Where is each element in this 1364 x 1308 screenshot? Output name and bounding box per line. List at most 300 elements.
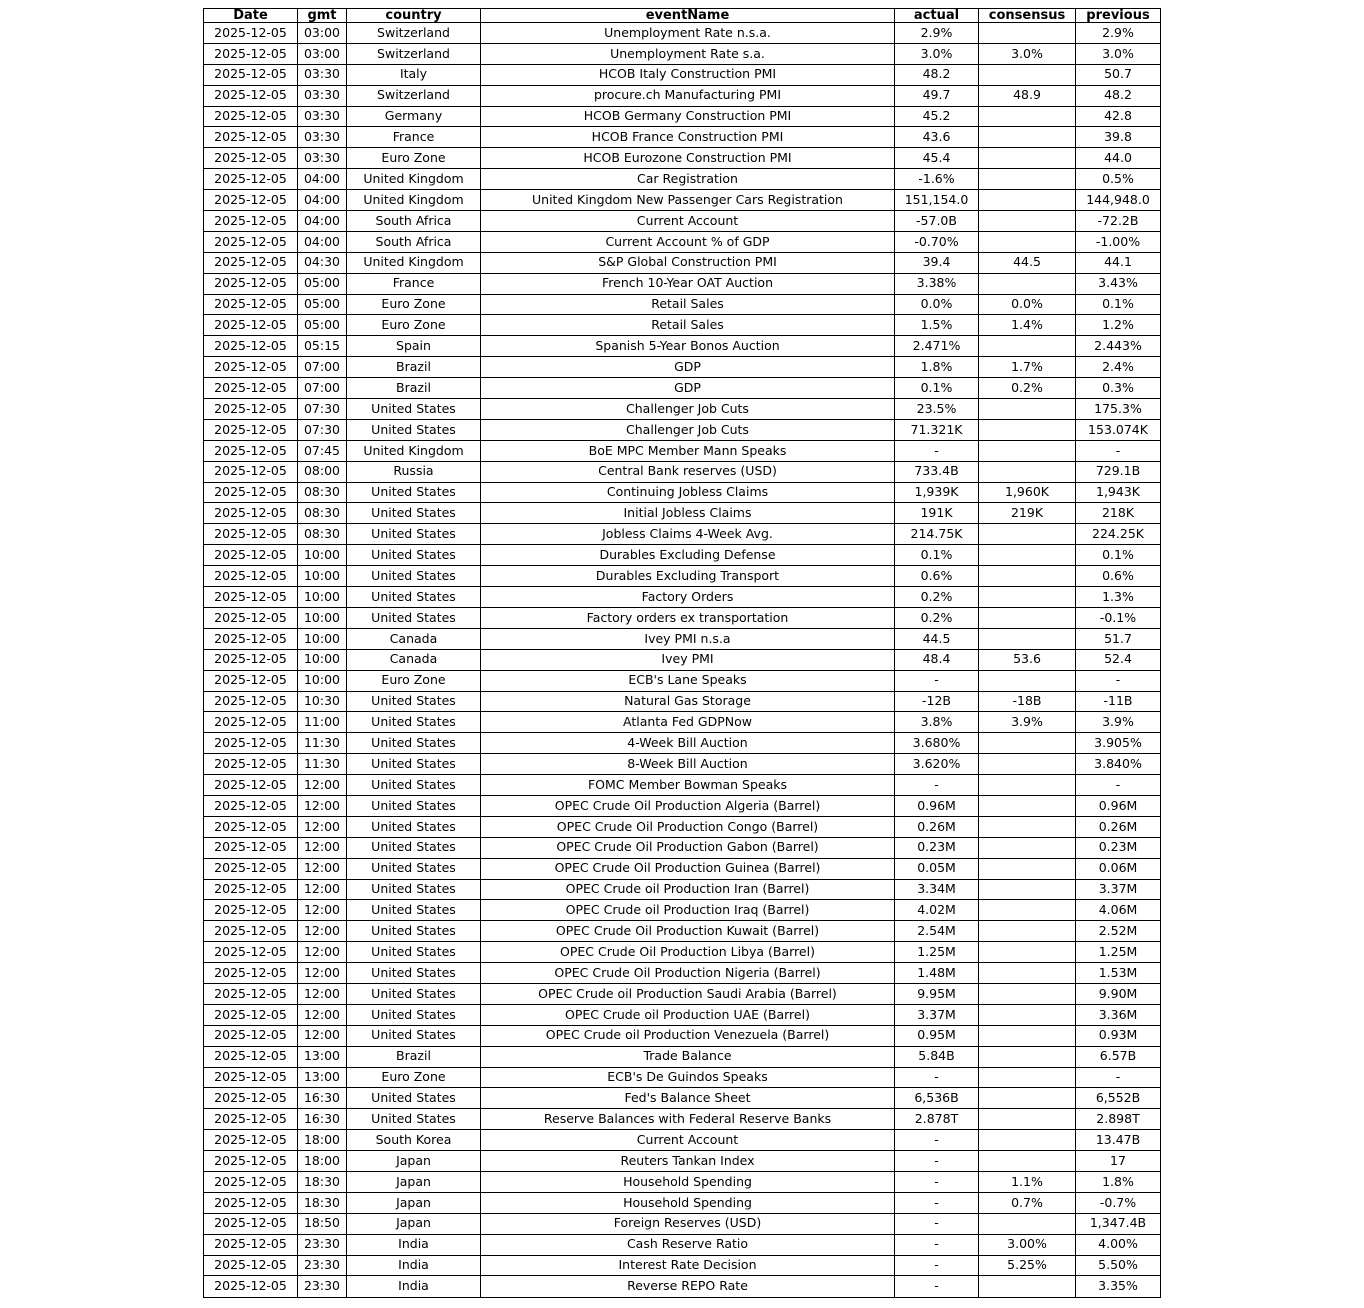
- economic-calendar-table: [203, 8, 1161, 1298]
- cell-country: United States: [347, 545, 481, 566]
- table-row: [204, 106, 1161, 127]
- header-date: Date: [204, 9, 298, 23]
- cell-consensus: [979, 1067, 1076, 1088]
- cell-gmt: 18:30: [298, 1192, 347, 1213]
- cell-date: 2025-12-05: [204, 1025, 298, 1046]
- cell-consensus: [979, 524, 1076, 545]
- cell-event-name: GDP: [481, 357, 895, 378]
- cell-date: 2025-12-05: [204, 273, 298, 294]
- cell-event-name: Fed's Balance Sheet: [481, 1088, 895, 1109]
- cell-gmt: 23:30: [298, 1255, 347, 1276]
- cell-consensus: [979, 837, 1076, 858]
- cell-date: 2025-12-05: [204, 336, 298, 357]
- table-row: [204, 1234, 1161, 1255]
- cell-consensus: [979, 419, 1076, 440]
- cell-date: 2025-12-05: [204, 1004, 298, 1025]
- cell-gmt: 08:30: [298, 482, 347, 503]
- table-row: [204, 691, 1161, 712]
- cell-consensus: [979, 127, 1076, 148]
- cell-event-name: OPEC Crude Oil Production Nigeria (Barrel): [481, 963, 895, 984]
- cell-date: 2025-12-05: [204, 816, 298, 837]
- header-previous: previous: [1076, 9, 1161, 23]
- cell-date: 2025-12-05: [204, 1151, 298, 1172]
- cell-previous: 1,943K: [1076, 482, 1161, 503]
- cell-gmt: 10:00: [298, 566, 347, 587]
- cell-gmt: 23:30: [298, 1276, 347, 1298]
- cell-country: United States: [347, 795, 481, 816]
- cell-gmt: 13:00: [298, 1046, 347, 1067]
- cell-event-name: 4-Week Bill Auction: [481, 733, 895, 754]
- cell-event-name: Durables Excluding Defense: [481, 545, 895, 566]
- cell-event-name: S&P Global Construction PMI: [481, 252, 895, 273]
- table-row: [204, 169, 1161, 190]
- cell-consensus: [979, 336, 1076, 357]
- cell-consensus: 0.2%: [979, 378, 1076, 399]
- cell-consensus: 3.9%: [979, 712, 1076, 733]
- cell-previous: 0.93M: [1076, 1025, 1161, 1046]
- cell-event-name: OPEC Crude oil Production UAE (Barrel): [481, 1004, 895, 1025]
- cell-actual: 3.37M: [895, 1004, 979, 1025]
- cell-previous: 1.25M: [1076, 942, 1161, 963]
- cell-date: 2025-12-05: [204, 1046, 298, 1067]
- cell-country: United States: [347, 921, 481, 942]
- cell-date: 2025-12-05: [204, 148, 298, 169]
- cell-country: United States: [347, 1109, 481, 1130]
- cell-actual: -57.0B: [895, 211, 979, 232]
- cell-previous: 1.8%: [1076, 1171, 1161, 1192]
- table-row: [204, 127, 1161, 148]
- cell-date: 2025-12-05: [204, 837, 298, 858]
- cell-event-name: Current Account: [481, 1130, 895, 1151]
- cell-actual: -: [895, 1234, 979, 1255]
- cell-country: United Kingdom: [347, 252, 481, 273]
- cell-previous: -0.7%: [1076, 1192, 1161, 1213]
- cell-previous: 0.1%: [1076, 294, 1161, 315]
- cell-consensus: [979, 670, 1076, 691]
- table-row: [204, 837, 1161, 858]
- cell-country: India: [347, 1276, 481, 1298]
- cell-previous: 1.3%: [1076, 587, 1161, 608]
- cell-consensus: [979, 921, 1076, 942]
- table-row: [204, 85, 1161, 106]
- cell-consensus: [979, 587, 1076, 608]
- cell-date: 2025-12-05: [204, 628, 298, 649]
- cell-event-name: Jobless Claims 4-Week Avg.: [481, 524, 895, 545]
- cell-date: 2025-12-05: [204, 231, 298, 252]
- table-row: [204, 858, 1161, 879]
- cell-date: 2025-12-05: [204, 127, 298, 148]
- cell-country: United States: [347, 691, 481, 712]
- cell-date: 2025-12-05: [204, 900, 298, 921]
- table-row: [204, 649, 1161, 670]
- cell-previous: 51.7: [1076, 628, 1161, 649]
- cell-previous: 42.8: [1076, 106, 1161, 127]
- cell-event-name: OPEC Crude oil Production Venezuela (Barrel): [481, 1025, 895, 1046]
- table-row: [204, 503, 1161, 524]
- cell-country: South Africa: [347, 231, 481, 252]
- cell-country: India: [347, 1255, 481, 1276]
- cell-actual: 214.75K: [895, 524, 979, 545]
- cell-country: Brazil: [347, 378, 481, 399]
- cell-event-name: OPEC Crude oil Production Saudi Arabia (Barrel): [481, 983, 895, 1004]
- cell-gmt: 12:00: [298, 879, 347, 900]
- cell-date: 2025-12-05: [204, 775, 298, 796]
- cell-actual: 48.2: [895, 64, 979, 85]
- cell-country: United States: [347, 566, 481, 587]
- cell-date: 2025-12-05: [204, 670, 298, 691]
- cell-actual: 49.7: [895, 85, 979, 106]
- cell-actual: 1,939K: [895, 482, 979, 503]
- cell-date: 2025-12-05: [204, 252, 298, 273]
- cell-consensus: -18B: [979, 691, 1076, 712]
- cell-gmt: 11:30: [298, 754, 347, 775]
- cell-actual: 43.6: [895, 127, 979, 148]
- cell-consensus: 44.5: [979, 252, 1076, 273]
- cell-date: 2025-12-05: [204, 1088, 298, 1109]
- cell-gmt: 12:00: [298, 858, 347, 879]
- cell-previous: 175.3%: [1076, 399, 1161, 420]
- cell-actual: 0.96M: [895, 795, 979, 816]
- cell-consensus: [979, 1151, 1076, 1172]
- cell-gmt: 03:30: [298, 106, 347, 127]
- cell-actual: 1.5%: [895, 315, 979, 336]
- cell-actual: -: [895, 775, 979, 796]
- table-body: [204, 23, 1161, 1298]
- cell-consensus: 5.25%: [979, 1255, 1076, 1276]
- cell-previous: -: [1076, 1067, 1161, 1088]
- cell-consensus: [979, 816, 1076, 837]
- cell-consensus: 1.7%: [979, 357, 1076, 378]
- table-row: [204, 399, 1161, 420]
- cell-date: 2025-12-05: [204, 795, 298, 816]
- cell-gmt: 13:00: [298, 1067, 347, 1088]
- cell-date: 2025-12-05: [204, 1171, 298, 1192]
- cell-event-name: Ivey PMI n.s.a: [481, 628, 895, 649]
- cell-consensus: 3.0%: [979, 43, 1076, 64]
- cell-event-name: OPEC Crude Oil Production Guinea (Barrel): [481, 858, 895, 879]
- cell-actual: 0.23M: [895, 837, 979, 858]
- table-row: [204, 64, 1161, 85]
- cell-previous: 3.0%: [1076, 43, 1161, 64]
- cell-date: 2025-12-05: [204, 649, 298, 670]
- cell-country: United States: [347, 419, 481, 440]
- table-row: [204, 816, 1161, 837]
- cell-consensus: 1,960K: [979, 482, 1076, 503]
- cell-date: 2025-12-05: [204, 461, 298, 482]
- cell-actual: 2.9%: [895, 23, 979, 44]
- cell-country: United States: [347, 399, 481, 420]
- cell-actual: 1.25M: [895, 942, 979, 963]
- cell-gmt: 07:00: [298, 378, 347, 399]
- cell-country: Russia: [347, 461, 481, 482]
- cell-gmt: 16:30: [298, 1109, 347, 1130]
- cell-actual: 3.8%: [895, 712, 979, 733]
- cell-country: United Kingdom: [347, 440, 481, 461]
- cell-event-name: HCOB Eurozone Construction PMI: [481, 148, 895, 169]
- cell-previous: 3.36M: [1076, 1004, 1161, 1025]
- table-row: [204, 1213, 1161, 1234]
- cell-event-name: Unemployment Rate n.s.a.: [481, 23, 895, 44]
- table-row: [204, 1004, 1161, 1025]
- cell-actual: -0.70%: [895, 231, 979, 252]
- cell-country: Brazil: [347, 1046, 481, 1067]
- cell-gmt: 12:00: [298, 837, 347, 858]
- cell-actual: 0.0%: [895, 294, 979, 315]
- cell-date: 2025-12-05: [204, 879, 298, 900]
- cell-gmt: 04:30: [298, 252, 347, 273]
- header-consensus: consensus: [979, 9, 1076, 23]
- cell-event-name: procure.ch Manufacturing PMI: [481, 85, 895, 106]
- cell-consensus: [979, 1025, 1076, 1046]
- cell-actual: -: [895, 1276, 979, 1298]
- cell-previous: 6.57B: [1076, 1046, 1161, 1067]
- cell-actual: 0.26M: [895, 816, 979, 837]
- cell-event-name: Factory Orders: [481, 587, 895, 608]
- cell-actual: -: [895, 1151, 979, 1172]
- cell-date: 2025-12-05: [204, 607, 298, 628]
- cell-event-name: Unemployment Rate s.a.: [481, 43, 895, 64]
- cell-gmt: 10:00: [298, 628, 347, 649]
- cell-gmt: 12:00: [298, 942, 347, 963]
- cell-date: 2025-12-05: [204, 1276, 298, 1298]
- cell-previous: -: [1076, 440, 1161, 461]
- cell-gmt: 12:00: [298, 1025, 347, 1046]
- cell-country: United States: [347, 524, 481, 545]
- cell-actual: 44.5: [895, 628, 979, 649]
- cell-gmt: 12:00: [298, 900, 347, 921]
- cell-consensus: [979, 231, 1076, 252]
- cell-previous: 0.1%: [1076, 545, 1161, 566]
- cell-date: 2025-12-05: [204, 503, 298, 524]
- cell-country: United States: [347, 983, 481, 1004]
- table-row: [204, 1046, 1161, 1067]
- cell-country: Euro Zone: [347, 670, 481, 691]
- cell-event-name: Retail Sales: [481, 315, 895, 336]
- cell-consensus: [979, 1276, 1076, 1298]
- cell-event-name: Current Account: [481, 211, 895, 232]
- cell-consensus: [979, 461, 1076, 482]
- cell-event-name: Reuters Tankan Index: [481, 1151, 895, 1172]
- cell-country: United States: [347, 837, 481, 858]
- cell-date: 2025-12-05: [204, 1192, 298, 1213]
- cell-date: 2025-12-05: [204, 921, 298, 942]
- cell-actual: 3.34M: [895, 879, 979, 900]
- cell-country: Japan: [347, 1192, 481, 1213]
- cell-consensus: [979, 1004, 1076, 1025]
- table-row: [204, 670, 1161, 691]
- cell-previous: 1.53M: [1076, 963, 1161, 984]
- cell-actual: 45.2: [895, 106, 979, 127]
- cell-date: 2025-12-05: [204, 858, 298, 879]
- cell-country: Switzerland: [347, 43, 481, 64]
- cell-event-name: OPEC Crude oil Production Iraq (Barrel): [481, 900, 895, 921]
- cell-actual: 3.38%: [895, 273, 979, 294]
- cell-country: United States: [347, 1025, 481, 1046]
- table-row: [204, 566, 1161, 587]
- cell-consensus: [979, 900, 1076, 921]
- cell-previous: -72.2B: [1076, 211, 1161, 232]
- header-actual: actual: [895, 9, 979, 23]
- cell-date: 2025-12-05: [204, 942, 298, 963]
- cell-actual: 0.05M: [895, 858, 979, 879]
- cell-consensus: 1.4%: [979, 315, 1076, 336]
- cell-country: Euro Zone: [347, 315, 481, 336]
- cell-consensus: 3.00%: [979, 1234, 1076, 1255]
- cell-country: Canada: [347, 649, 481, 670]
- table-row: [204, 545, 1161, 566]
- cell-event-name: HCOB France Construction PMI: [481, 127, 895, 148]
- cell-previous: 729.1B: [1076, 461, 1161, 482]
- cell-actual: -: [895, 1192, 979, 1213]
- cell-event-name: Challenger Job Cuts: [481, 419, 895, 440]
- cell-date: 2025-12-05: [204, 1213, 298, 1234]
- cell-event-name: Foreign Reserves (USD): [481, 1213, 895, 1234]
- cell-actual: 3.680%: [895, 733, 979, 754]
- cell-country: United Kingdom: [347, 169, 481, 190]
- cell-event-name: Durables Excluding Transport: [481, 566, 895, 587]
- cell-gmt: 04:00: [298, 190, 347, 211]
- cell-gmt: 07:45: [298, 440, 347, 461]
- cell-event-name: OPEC Crude Oil Production Congo (Barrel): [481, 816, 895, 837]
- cell-country: United States: [347, 816, 481, 837]
- cell-country: France: [347, 127, 481, 148]
- cell-previous: 2.9%: [1076, 23, 1161, 44]
- cell-gmt: 12:00: [298, 963, 347, 984]
- cell-gmt: 07:30: [298, 419, 347, 440]
- cell-consensus: [979, 1109, 1076, 1130]
- cell-country: United States: [347, 1004, 481, 1025]
- cell-previous: 4.06M: [1076, 900, 1161, 921]
- cell-gmt: 12:00: [298, 795, 347, 816]
- cell-actual: -: [895, 1255, 979, 1276]
- cell-event-name: Continuing Jobless Claims: [481, 482, 895, 503]
- cell-date: 2025-12-05: [204, 524, 298, 545]
- table-row: [204, 1088, 1161, 1109]
- table-row: [204, 587, 1161, 608]
- table-row: [204, 440, 1161, 461]
- cell-gmt: 05:00: [298, 294, 347, 315]
- cell-consensus: [979, 190, 1076, 211]
- cell-country: Euro Zone: [347, 294, 481, 315]
- table-row: [204, 336, 1161, 357]
- cell-consensus: 53.6: [979, 649, 1076, 670]
- cell-previous: 3.840%: [1076, 754, 1161, 775]
- cell-gmt: 08:30: [298, 524, 347, 545]
- cell-consensus: [979, 273, 1076, 294]
- cell-date: 2025-12-05: [204, 482, 298, 503]
- cell-date: 2025-12-05: [204, 733, 298, 754]
- cell-consensus: [979, 775, 1076, 796]
- cell-consensus: [979, 106, 1076, 127]
- cell-event-name: OPEC Crude Oil Production Kuwait (Barrel): [481, 921, 895, 942]
- cell-event-name: Atlanta Fed GDPNow: [481, 712, 895, 733]
- cell-previous: 48.2: [1076, 85, 1161, 106]
- cell-previous: 144,948.0: [1076, 190, 1161, 211]
- cell-actual: 0.95M: [895, 1025, 979, 1046]
- cell-event-name: Reverse REPO Rate: [481, 1276, 895, 1298]
- cell-gmt: 10:00: [298, 545, 347, 566]
- cell-actual: 39.4: [895, 252, 979, 273]
- cell-gmt: 07:30: [298, 399, 347, 420]
- cell-country: Euro Zone: [347, 148, 481, 169]
- cell-consensus: [979, 566, 1076, 587]
- cell-actual: 0.6%: [895, 566, 979, 587]
- cell-country: United States: [347, 712, 481, 733]
- cell-actual: 0.2%: [895, 587, 979, 608]
- cell-actual: 0.1%: [895, 545, 979, 566]
- cell-consensus: [979, 963, 1076, 984]
- table-row: [204, 921, 1161, 942]
- cell-date: 2025-12-05: [204, 211, 298, 232]
- cell-gmt: 12:00: [298, 983, 347, 1004]
- table-row: [204, 461, 1161, 482]
- cell-date: 2025-12-05: [204, 294, 298, 315]
- cell-country: United States: [347, 1088, 481, 1109]
- cell-event-name: OPEC Crude Oil Production Libya (Barrel): [481, 942, 895, 963]
- cell-consensus: [979, 64, 1076, 85]
- cell-consensus: 219K: [979, 503, 1076, 524]
- cell-gmt: 03:00: [298, 23, 347, 44]
- cell-date: 2025-12-05: [204, 754, 298, 775]
- cell-event-name: ECB's De Guindos Speaks: [481, 1067, 895, 1088]
- cell-previous: 0.5%: [1076, 169, 1161, 190]
- table-row: [204, 315, 1161, 336]
- table-row: [204, 942, 1161, 963]
- cell-previous: 13.47B: [1076, 1130, 1161, 1151]
- cell-gmt: 04:00: [298, 211, 347, 232]
- cell-actual: 1.8%: [895, 357, 979, 378]
- table-row: [204, 712, 1161, 733]
- table-row: [204, 963, 1161, 984]
- cell-actual: 5.84B: [895, 1046, 979, 1067]
- cell-country: Canada: [347, 628, 481, 649]
- cell-consensus: [979, 983, 1076, 1004]
- cell-actual: 3.0%: [895, 43, 979, 64]
- cell-gmt: 03:30: [298, 148, 347, 169]
- cell-event-name: Interest Rate Decision: [481, 1255, 895, 1276]
- cell-country: United States: [347, 503, 481, 524]
- cell-actual: 0.1%: [895, 378, 979, 399]
- header-gmt: gmt: [298, 9, 347, 23]
- cell-gmt: 04:00: [298, 169, 347, 190]
- cell-actual: -: [895, 440, 979, 461]
- cell-gmt: 03:00: [298, 43, 347, 64]
- cell-date: 2025-12-05: [204, 1234, 298, 1255]
- cell-country: United States: [347, 607, 481, 628]
- cell-previous: 0.06M: [1076, 858, 1161, 879]
- table-row: [204, 43, 1161, 64]
- cell-country: India: [347, 1234, 481, 1255]
- cell-gmt: 12:00: [298, 1004, 347, 1025]
- cell-gmt: 16:30: [298, 1088, 347, 1109]
- cell-previous: 0.3%: [1076, 378, 1161, 399]
- cell-consensus: 0.0%: [979, 294, 1076, 315]
- table-row: [204, 795, 1161, 816]
- cell-date: 2025-12-05: [204, 1109, 298, 1130]
- cell-country: Spain: [347, 336, 481, 357]
- table-row: [204, 482, 1161, 503]
- cell-actual: 6,536B: [895, 1088, 979, 1109]
- cell-previous: 5.50%: [1076, 1255, 1161, 1276]
- cell-country: Japan: [347, 1151, 481, 1172]
- cell-previous: 0.96M: [1076, 795, 1161, 816]
- cell-country: United States: [347, 775, 481, 796]
- table-row: [204, 378, 1161, 399]
- cell-previous: 3.37M: [1076, 879, 1161, 900]
- cell-event-name: Challenger Job Cuts: [481, 399, 895, 420]
- cell-actual: -: [895, 1213, 979, 1234]
- cell-gmt: 18:30: [298, 1171, 347, 1192]
